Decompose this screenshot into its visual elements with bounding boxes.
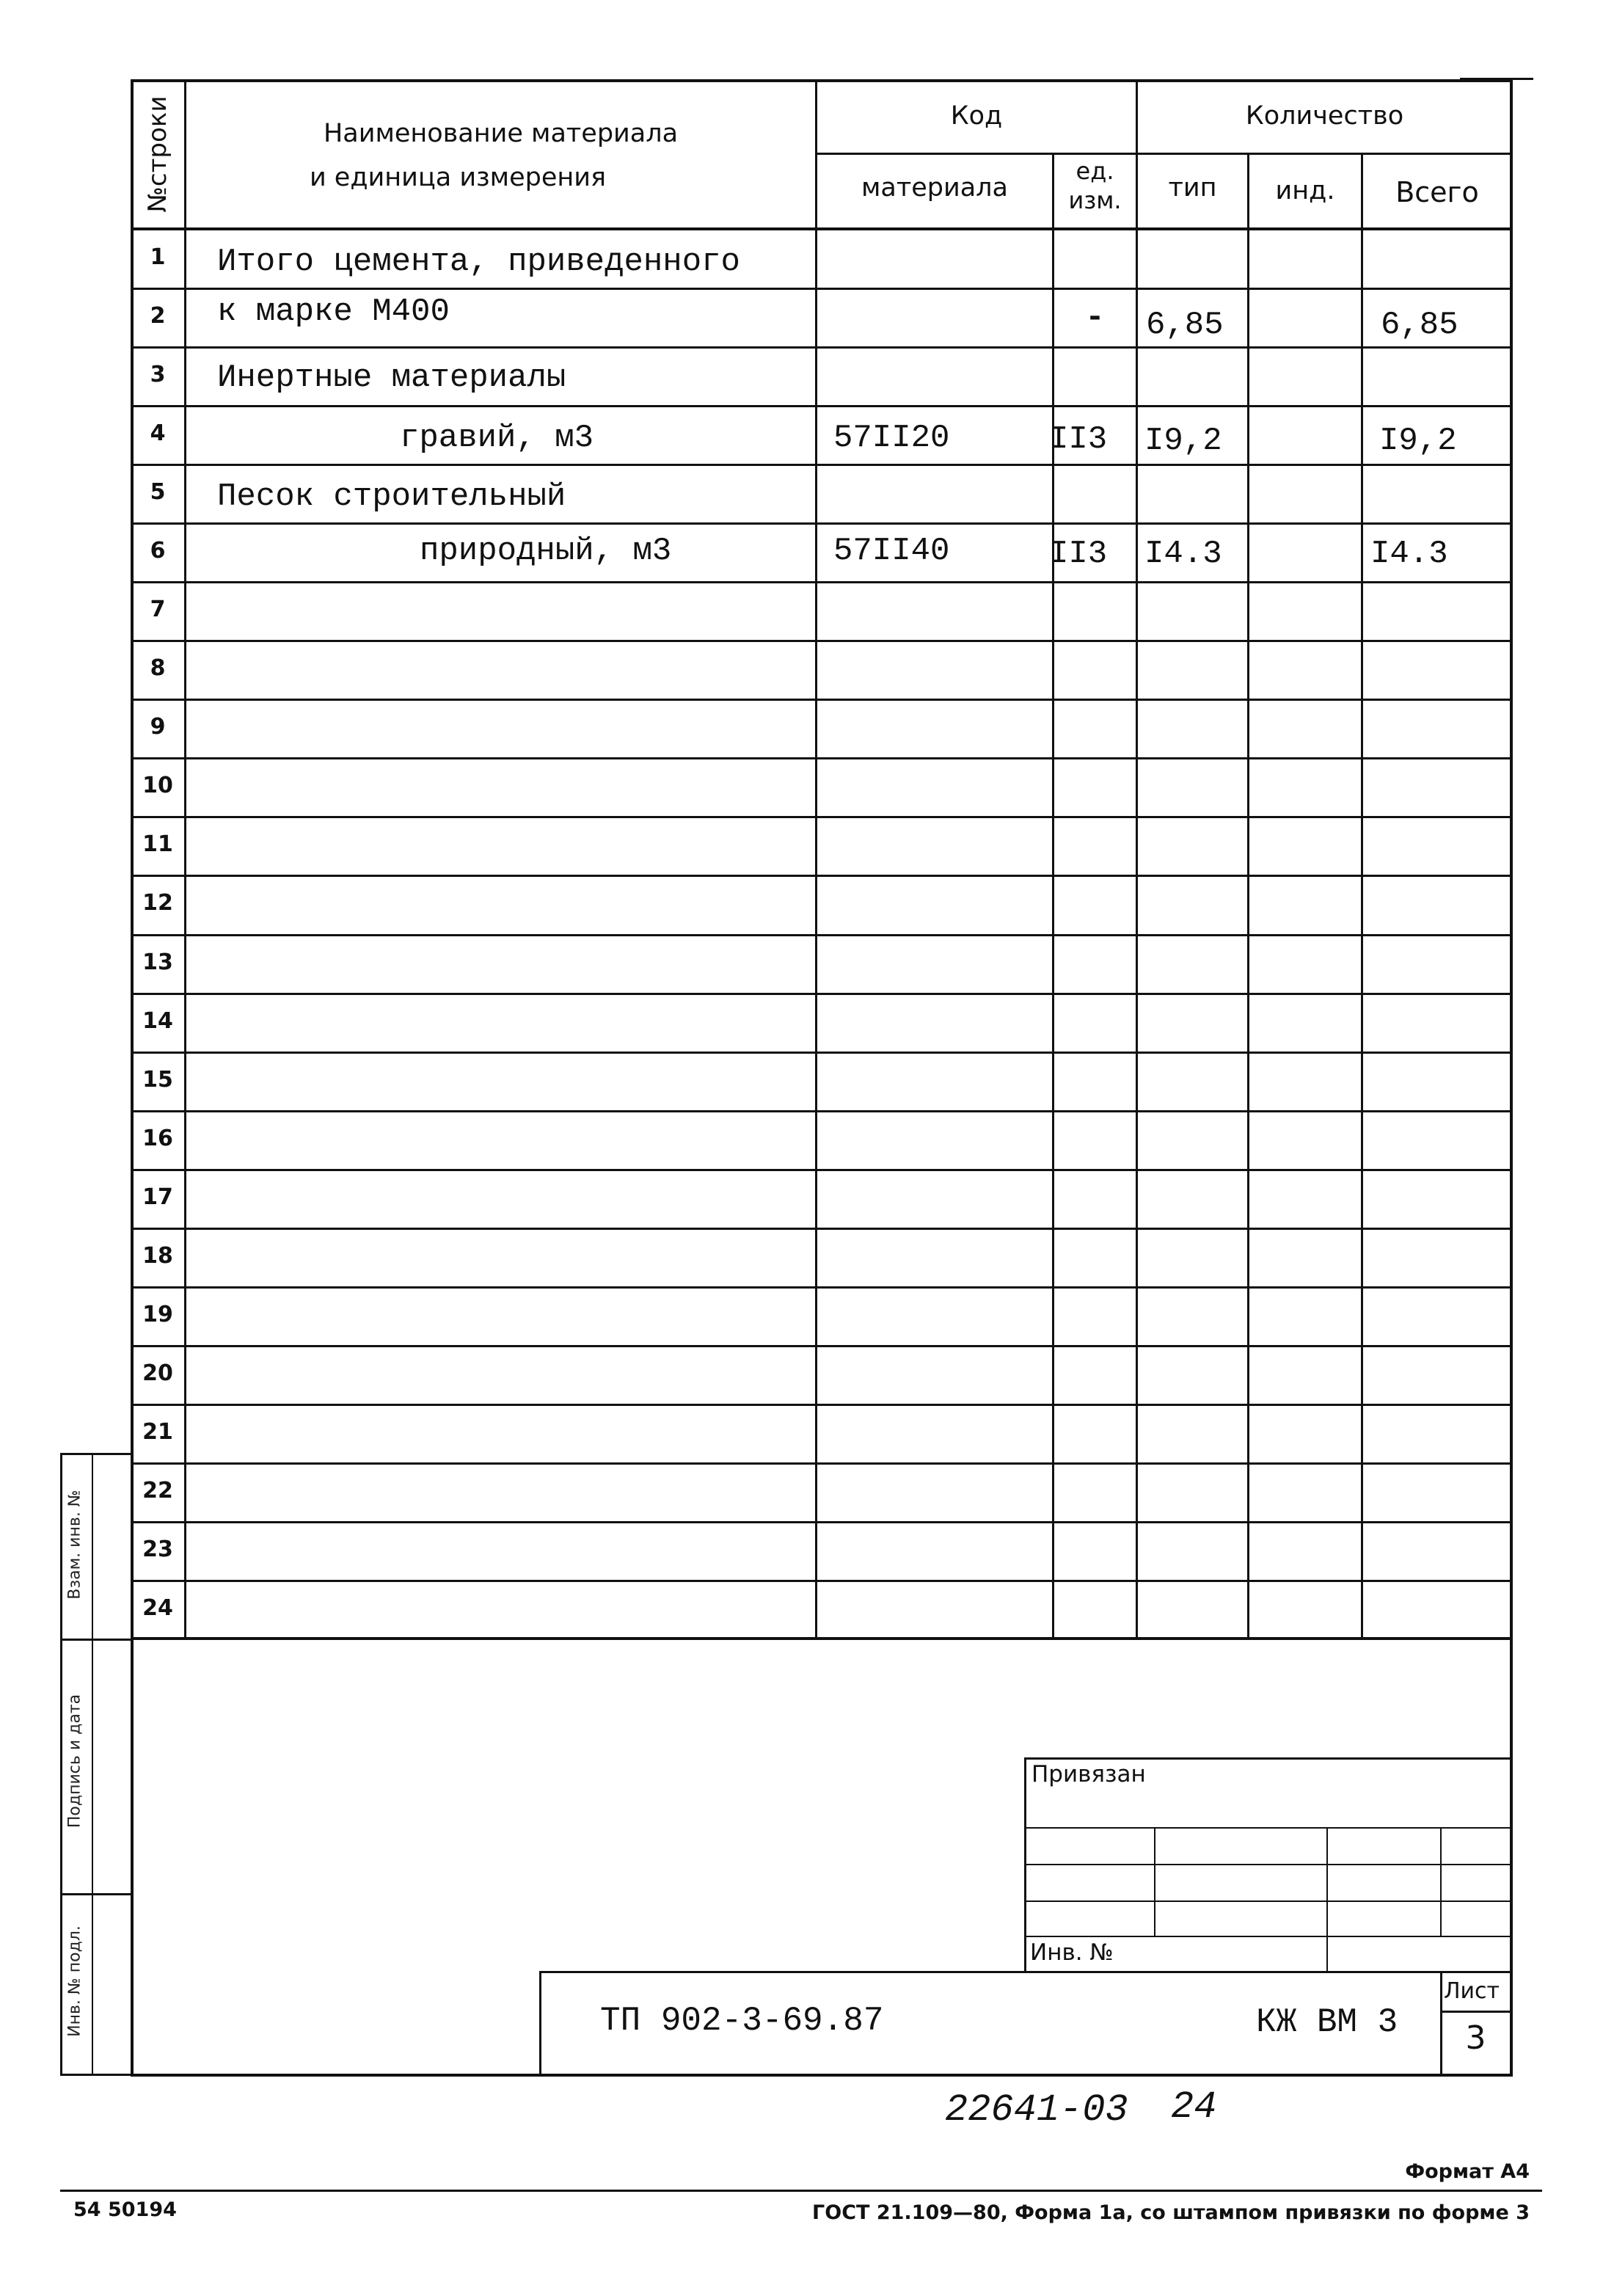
- row-number: 24: [142, 1595, 173, 1621]
- header-total: Всего: [1395, 176, 1479, 208]
- row2-total: 6,85: [1381, 307, 1458, 343]
- row-number: 20: [142, 1360, 173, 1386]
- row-number: 1: [150, 244, 166, 270]
- row-divider: [132, 581, 1511, 583]
- row-divider: [132, 993, 1511, 995]
- row-number: 13: [142, 950, 173, 975]
- row-divider: [132, 1345, 1511, 1347]
- stamp-sheet-label: Лист: [1444, 1978, 1500, 2004]
- row-number: 23: [142, 1537, 173, 1562]
- row6-name: природный, м3: [420, 533, 672, 569]
- handwritten-number: 22641-03: [945, 2088, 1128, 2132]
- row-number: 6: [150, 538, 166, 564]
- row3-name: Инертные материалы: [217, 360, 566, 396]
- header-row-no: №строки: [143, 95, 172, 213]
- row-number: 11: [142, 831, 173, 857]
- stamp-mark: КЖ ВМ 3: [1256, 2003, 1398, 2041]
- row-divider: [132, 1580, 1511, 1582]
- footer-format: Формат А4: [1405, 2160, 1530, 2183]
- row5-name: Песок строительный: [217, 478, 566, 515]
- row-divider: [132, 640, 1511, 642]
- row2-typ: 6,85: [1146, 307, 1224, 343]
- row-number: 19: [142, 1302, 173, 1327]
- row-number: 9: [150, 714, 166, 740]
- row4-code: 57II20: [833, 420, 950, 456]
- row-divider: [132, 1052, 1511, 1054]
- row-divider: [132, 1286, 1511, 1289]
- row-number: 10: [142, 773, 173, 798]
- row-number: 21: [142, 1419, 173, 1445]
- row-divider: [132, 522, 1511, 525]
- row4-typ: I9,2: [1144, 423, 1222, 459]
- row-divider: [132, 1404, 1511, 1406]
- row1-name: Итого цемента, приведенного: [217, 244, 740, 280]
- row-divider: [132, 1169, 1511, 1171]
- handwritten-page: 24: [1171, 2085, 1217, 2129]
- row-number: 4: [150, 420, 166, 446]
- row-number: 8: [150, 655, 166, 681]
- row-number: 22: [142, 1478, 173, 1504]
- header-ind: инд.: [1275, 176, 1335, 205]
- row-divider: [132, 1521, 1511, 1523]
- row-divider: [132, 1110, 1511, 1112]
- side-label-inv-orig: Инв. № подл.: [65, 1925, 84, 2037]
- header-name-line2: и единица измерения: [309, 163, 607, 192]
- row-divider: [132, 699, 1511, 701]
- row-number: 15: [142, 1067, 173, 1093]
- stamp-doc-code: ТП 902-3-69.87: [600, 2002, 884, 2040]
- row-number: 7: [150, 597, 166, 622]
- row-divider: [132, 405, 1511, 407]
- row-divider: [132, 1462, 1511, 1465]
- row-divider: [132, 346, 1511, 349]
- row6-unit: II3: [1049, 536, 1108, 572]
- header-code: Код: [950, 101, 1003, 131]
- footer-rule: [60, 2190, 1542, 2192]
- row2-unit: -: [1085, 299, 1105, 336]
- footer-left-code: 54 50194: [73, 2198, 177, 2221]
- side-label-sign-date: Подпись и дата: [65, 1694, 84, 1829]
- header-unit-line2: изм.: [1068, 186, 1122, 214]
- footer-gost: ГОСТ 21.109—80, Форма 1а, со штампом привязки по форме 3: [812, 2201, 1530, 2224]
- stamp-sheet-number: 3: [1465, 2019, 1486, 2057]
- header-quantity: Количество: [1245, 101, 1404, 131]
- row-divider: [132, 464, 1511, 466]
- row-divider: [132, 757, 1511, 759]
- header-material: материала: [861, 173, 1008, 203]
- row-number: 2: [150, 303, 166, 329]
- row-divider: [132, 288, 1511, 290]
- row6-total: I4.3: [1370, 536, 1448, 572]
- row6-typ: I4.3: [1144, 536, 1222, 572]
- row6-code: 57II40: [833, 533, 950, 569]
- row-divider: [132, 875, 1511, 877]
- row-number: 17: [142, 1184, 173, 1210]
- header-name-line1: Наименование материала: [323, 119, 679, 148]
- row-divider: [132, 816, 1511, 818]
- stamp-bound-label: Привязан: [1031, 1761, 1146, 1787]
- row4-total: I9,2: [1379, 423, 1457, 459]
- header-unit-line1: ед.: [1076, 157, 1114, 185]
- row-number: 14: [142, 1008, 173, 1034]
- row-number: 12: [142, 890, 173, 916]
- row-number: 18: [142, 1243, 173, 1269]
- row-divider: [132, 934, 1511, 936]
- stamp-inv-no-label: Инв. №: [1030, 1939, 1114, 1966]
- row4-name: гравий, м3: [400, 420, 594, 456]
- row-number: 16: [142, 1126, 173, 1151]
- row2-name: к марке М400: [217, 294, 450, 330]
- row4-unit: II3: [1049, 421, 1108, 458]
- row-number: 3: [150, 362, 166, 387]
- row-number: 5: [150, 479, 166, 505]
- row-divider: [132, 1228, 1511, 1230]
- header-typ: тип: [1168, 173, 1217, 203]
- side-label-replace: Взам. инв. №: [65, 1490, 84, 1600]
